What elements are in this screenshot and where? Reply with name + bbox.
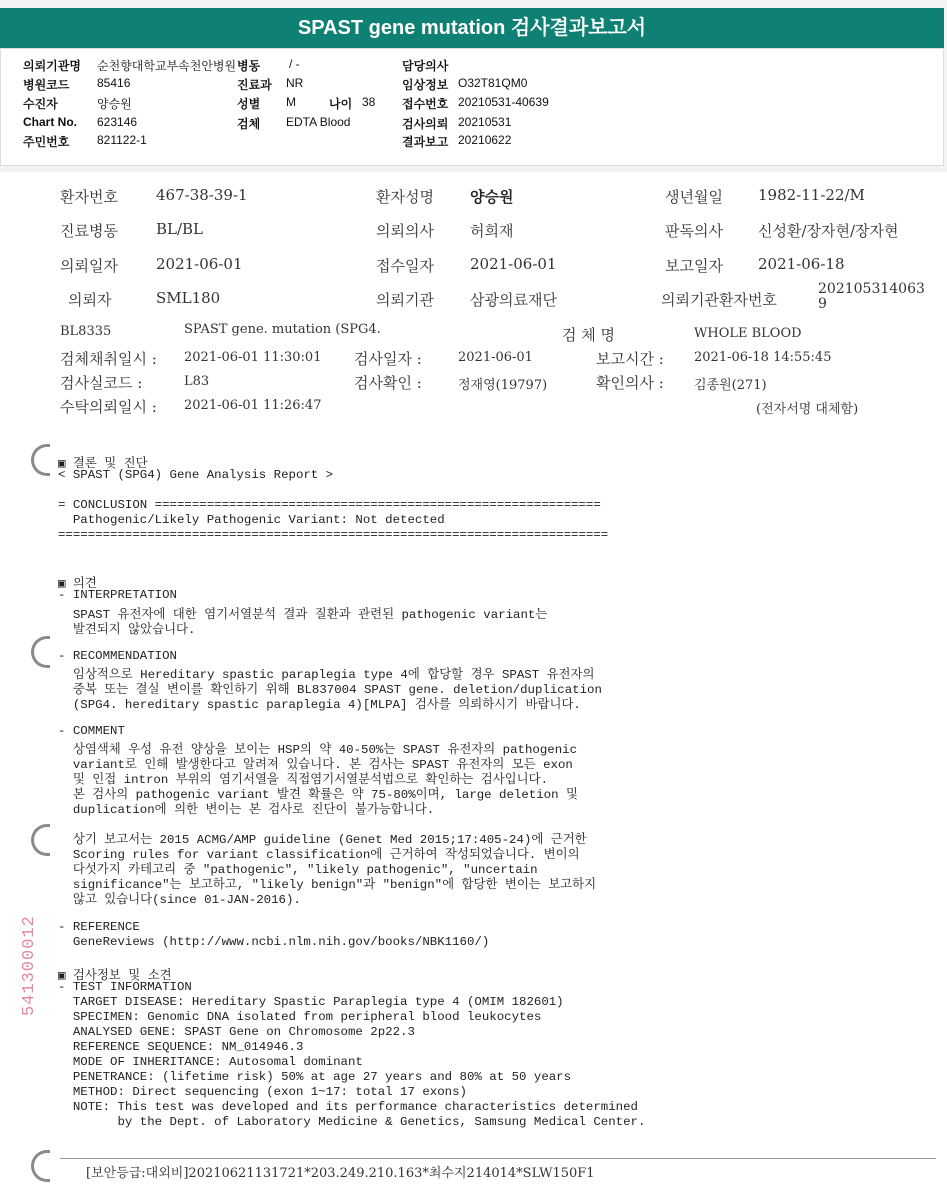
report-line: MODE OF INHERITANCE: Autosomal dominant <box>58 1055 363 1069</box>
collect-value: 2021-06-01 11:30:01 <box>184 350 322 365</box>
report-line: Scoring rules for variant classification에 근거하여 작성되었습니다. 변이의 <box>58 848 580 863</box>
report-line: Pathogenic/Likely Pathogenic Variant: Not detected <box>58 513 445 528</box>
report-line: 상기 보고서는 2015 ACMG/AMP guideline (Genet Med 2015;17:405-24)에 근거한 <box>58 833 587 848</box>
report-line: - REFERENCE <box>58 919 140 934</box>
binder-clip-mark <box>31 1150 50 1182</box>
patient-value-reading-doctor: 신성환/장자현/장자현 <box>758 222 899 240</box>
report-line: = CONCLUSION ============================================================ <box>58 498 601 513</box>
confirm-doctor-value: 김종원(271) <box>694 378 767 393</box>
patient-value-id: 467-38-39-1 <box>156 186 248 204</box>
test-confirm-label: 검사확인 : <box>354 374 422 392</box>
report-line: ▣ 검사정보 및 소견 <box>58 968 172 983</box>
report-line: ANALYSED GENE: SPAST Gene on Chromosome 2p22.3 <box>58 1024 415 1039</box>
binder-clip-mark <box>31 636 50 668</box>
patient-value-institution-patient-no: 202105314063 9 <box>818 281 925 312</box>
patient-label-report-date: 보고일자 <box>665 257 723 275</box>
test-date-label: 검사일자 : <box>354 350 422 368</box>
report-line: REFERENCE SEQUENCE: NM_014946.3 <box>58 1039 304 1054</box>
test-code: BL8335 <box>60 324 112 339</box>
requester-info-panel: 의뢰기관명 순천향대학교부속천안병원 병원코드 85416 수진자 양승원 Chart No. 623146 주민번호 821122-1 병동 / - 진료과 NR 성별 M 나이 38 검체 EDTA Blood 담당의사 임상정보 O32T81QM0 접수번호 20210531-40639 검사의뢰 20210531 결과보고 20210622 <box>0 48 944 166</box>
security-footer: [보안등급:대외비]20210621131721*203.249.210.163*최수지214014*SLW150F1 <box>86 1166 595 1181</box>
confirm-doctor-label: 확인의사 : <box>596 374 664 392</box>
test-confirm-value: 정재영(19797) <box>458 378 548 393</box>
specimen-value: WHOLE BLOOD <box>694 326 802 341</box>
report-line: by the Dept. of Laboratory Medicine & Genetics, Samsung Medical Center. <box>58 1115 646 1130</box>
patient-label-id: 환자번호 <box>60 188 118 206</box>
footer-divider <box>60 1158 936 1159</box>
lab-code-value: L83 <box>184 374 210 389</box>
report-line: SPAST 유전자에 대한 염기서열분석 결과 질환과 관련된 pathogenic variant는 <box>58 607 548 622</box>
report-line: (SPG4. hereditary spastic paraplegia 4)[MLPA] 검사를 의뢰하시기 바랍니다. <box>58 697 581 712</box>
report-line: - RECOMMENDATION <box>58 648 177 663</box>
report-line: TARGET DISEASE: Hereditary Spastic Paraplegia type 4 (OMIM 182601) <box>58 994 564 1009</box>
report-line: - COMMENT <box>58 723 125 738</box>
patient-label-reading-doctor: 판독의사 <box>665 222 723 240</box>
patient-value-request-date: 2021-06-01 <box>156 255 243 273</box>
patient-value-birth: 1982-11-22/M <box>758 186 865 204</box>
lab-code-label: 검사실코드 : <box>60 374 143 392</box>
report-line: < SPAST (SPG4) Gene Analysis Report > <box>58 468 334 483</box>
patient-value-ward: BL/BL <box>156 220 204 238</box>
patient-label-name: 환자성명 <box>376 188 434 206</box>
specimen-label: 검 체 명 <box>562 326 616 344</box>
patient-label-institution: 의뢰기관 <box>376 291 434 309</box>
patient-label-referring-doctor: 의뢰의사 <box>376 222 434 240</box>
report-line: 않고 있습니다(since 01-JAN-2016). <box>58 893 301 908</box>
report-line: 및 인접 intron 부위의 염기서열을 직접염기서열분석법으로 확인하는 검사입니다. <box>58 773 549 788</box>
scanned-report <box>0 172 947 1194</box>
patient-label-birth: 생년월일 <box>665 188 723 206</box>
report-time-value: 2021-06-18 14:55:45 <box>694 350 832 365</box>
test-date-value: 2021-06-01 <box>458 350 533 365</box>
collect-label: 검체채취일시 : <box>60 350 157 368</box>
patient-value-name: 양승원 <box>470 188 514 206</box>
receive-value: 2021-06-01 11:26:47 <box>184 398 322 413</box>
report-line: duplication에 의한 변이는 본 검사로 진단이 불가능합니다. <box>58 803 435 818</box>
patient-label-receive-date: 접수일자 <box>376 257 434 275</box>
report-line: 다섯가지 카테고리 중 "pathogenic", "likely pathogenic", "uncertain <box>58 863 538 878</box>
binder-clip-mark <box>31 824 50 856</box>
receive-label: 수탁의뢰일시 : <box>60 398 157 416</box>
report-line: 발견되지 않았습니다. <box>58 622 196 637</box>
report-line: 본 검사의 pathogenic variant 발견 확률은 약 75-80%이며, large deletion 및 <box>58 788 578 803</box>
patient-label-ward: 진료병동 <box>60 222 118 240</box>
report-line: - INTERPRETATION <box>58 588 177 603</box>
test-name: SPAST gene. mutation (SPG4. <box>184 322 381 337</box>
report-line: significance"는 보고하고, "likely benign"과 "benign"에 합당한 변이는 보고하지 <box>58 878 597 893</box>
report-line: NOTE: This test was developed and its performance characteristics determined <box>58 1100 638 1115</box>
report-line: METHOD: Direct sequencing (exon 1~17: total 17 exons) <box>58 1085 467 1100</box>
report-line: - TEST INFORMATION <box>58 979 192 994</box>
report-line: ▣ 의견 <box>58 577 97 592</box>
report-line: PENETRANCE: (lifetime risk) 50% at age 27 years and 80% at 50 years <box>58 1070 572 1085</box>
patient-value-referring-doctor: 허희재 <box>470 222 514 240</box>
patient-value-institution: 삼광의료재단 <box>470 291 557 309</box>
patient-label-requester: 의뢰자 <box>68 291 112 309</box>
patient-label-institution-patient-no: 의뢰기관환자번호 <box>661 291 777 309</box>
patient-label-request-date: 의뢰일자 <box>60 257 118 275</box>
report-line: 임상적으로 Hereditary spastic paraplegia type 4에 합당할 경우 SPAST 유전자의 <box>58 667 595 682</box>
patient-value-receive-date: 2021-06-01 <box>470 255 557 273</box>
vertical-stamp: 541300012 <box>20 915 39 1016</box>
binder-clip-mark <box>31 444 50 476</box>
report-line: SPECIMEN: Genomic DNA isolated from peripheral blood leukocytes <box>58 1009 542 1024</box>
report-line: variant로 인해 발생한다고 알려져 있습니다. 본 검사는 SPAST 유전자의 모든 exon <box>58 758 573 772</box>
report-title: SPAST gene mutation 검사결과보고서 <box>0 8 944 48</box>
patient-value-requester: SML180 <box>156 289 221 307</box>
patient-value-report-date: 2021-06-18 <box>758 255 845 273</box>
esign-note: (전자서명 대체함) <box>756 402 859 417</box>
report-line: GeneReviews (http://www.ncbi.nlm.nih.gov/books/NBK1160/) <box>58 934 490 949</box>
report-time-label: 보고시간 : <box>596 350 664 368</box>
report-line: 중복 또는 결실 변이를 확인하기 위해 BL837004 SPAST gene. deletion/duplication <box>58 682 602 697</box>
report-line: ▣ 결론 및 진단 <box>58 457 148 471</box>
report-line: ========================================================================== <box>58 528 609 543</box>
report-line: 상염색체 우성 유전 양상을 보이는 HSP의 약 40-50%는 SPAST 유전자의 pathogenic <box>58 742 578 757</box>
